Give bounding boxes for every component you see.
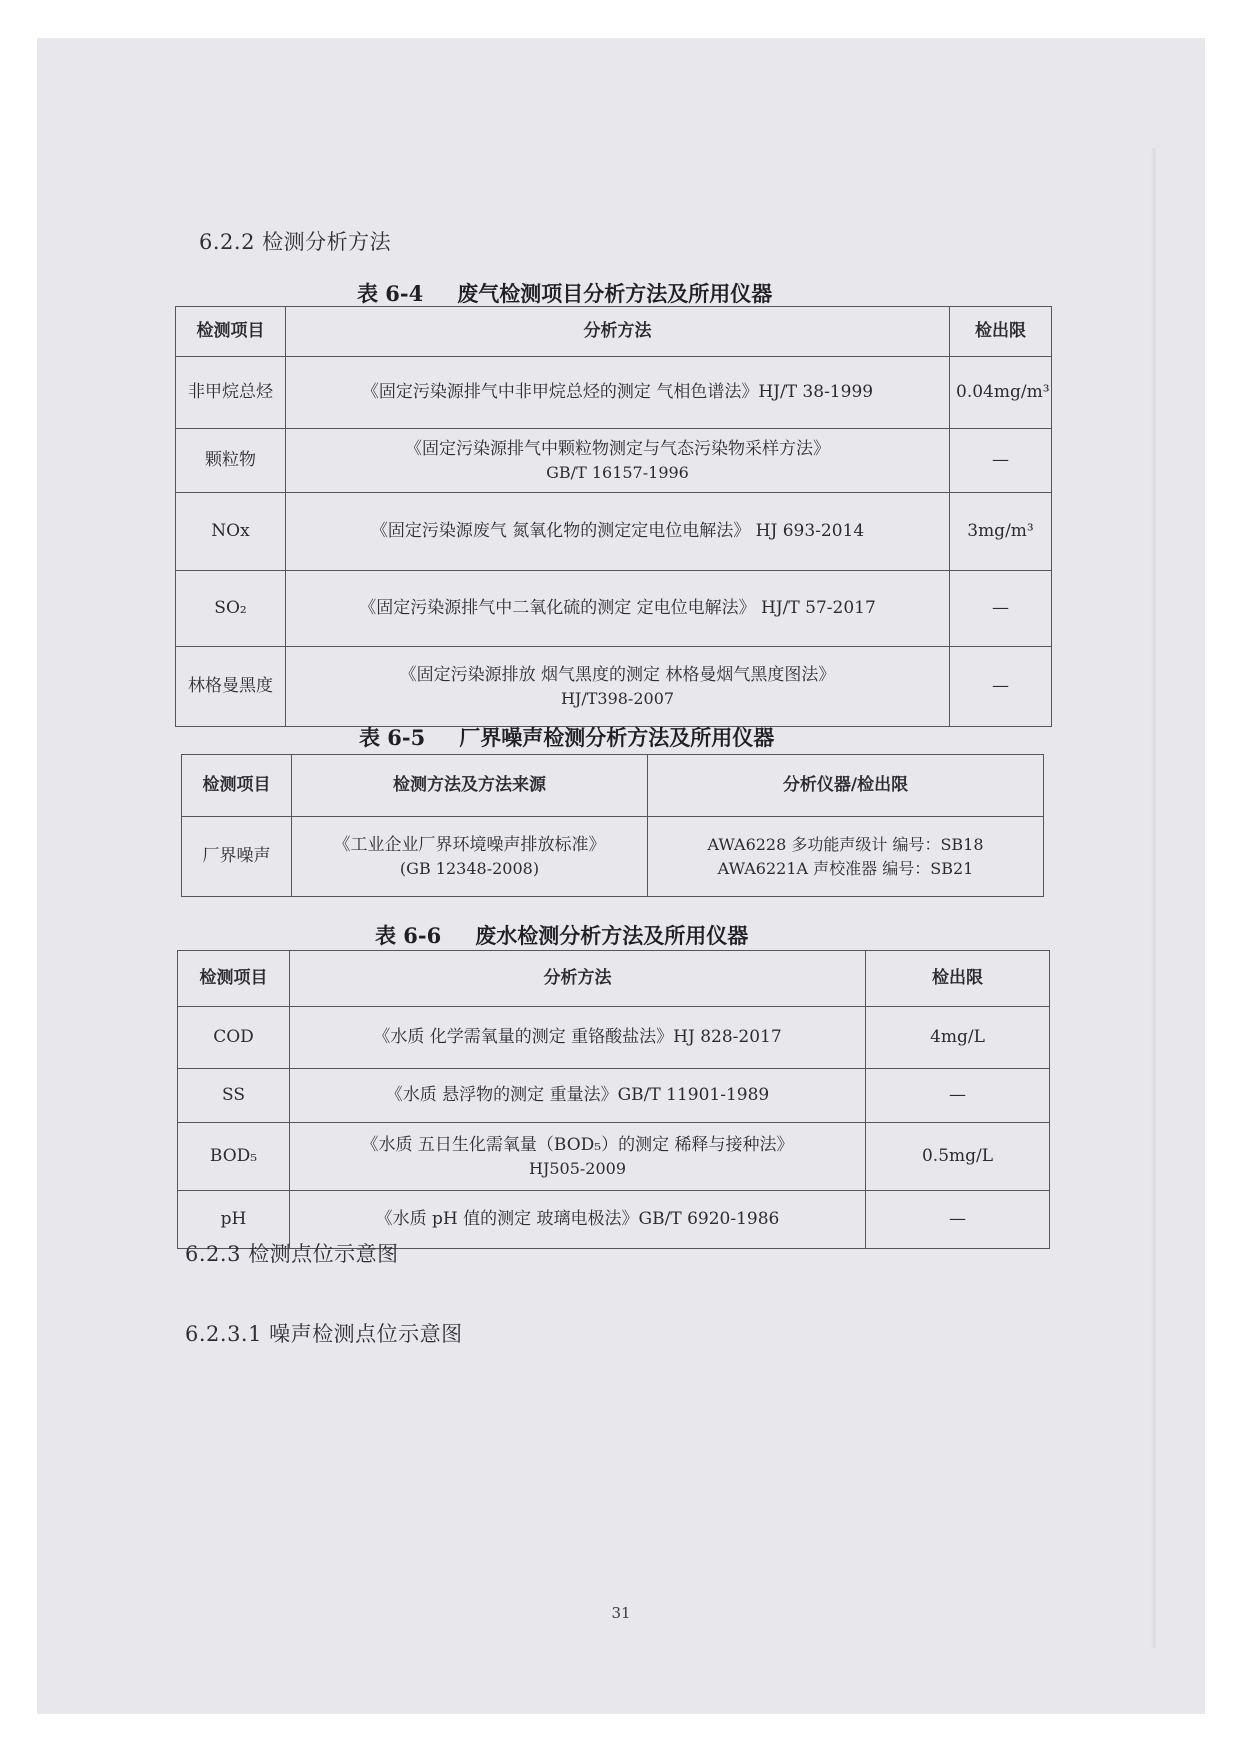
item-cell: 厂界噪声: [182, 817, 292, 897]
table-header-row: [178, 951, 1050, 1007]
header-cell: 检出限: [950, 307, 1052, 357]
table-6-5-caption: [359, 722, 774, 752]
limit-cell: 0.5mg/L: [866, 1123, 1050, 1191]
method-cell: [290, 1007, 866, 1069]
method-cell: [286, 571, 950, 647]
instrument-cell: [648, 817, 1044, 897]
table-6-6: [177, 950, 1050, 1249]
method-text: 《水质 化学需氧量的测定 重铬酸盐法》HJ 828-2017: [373, 1027, 782, 1048]
header-cell: 检测方法及方法来源: [292, 755, 648, 817]
table-row: [182, 817, 1044, 897]
item-cell: pH: [178, 1191, 290, 1249]
limit-cell: —: [950, 429, 1052, 493]
table-6-4-caption: [357, 278, 772, 308]
method-cell: [286, 493, 950, 571]
method-cell: [286, 429, 950, 493]
method-cell: [290, 1069, 866, 1123]
item-cell: SS: [178, 1069, 290, 1123]
limit-cell: —: [950, 571, 1052, 647]
limit-cell: —: [950, 647, 1052, 727]
method-ref: HJ505-2009: [528, 1159, 627, 1179]
method-cell: [286, 647, 950, 727]
section-heading-6-2-3-1: 6.2.3.1 噪声检测点位示意图: [185, 1322, 463, 1346]
limit-cell: 4mg/L: [866, 1007, 1050, 1069]
item-cell: NOx: [176, 493, 286, 571]
item-cell: SO₂: [176, 571, 286, 647]
table-header-row: [182, 755, 1044, 817]
table-6-6-title: 废水检测分析方法及所用仪器: [475, 923, 749, 948]
limit-cell: 3mg/m³: [950, 493, 1052, 571]
header-cell: 检测项目: [182, 755, 292, 817]
method-text: 《水质 五日生化需氧量（BOD₅）的测定 稀释与接种法》: [361, 1134, 794, 1155]
header-cell: 分析方法: [286, 307, 950, 357]
page-number: 31: [611, 1604, 631, 1622]
table-6-5-number: 表 6-5: [359, 725, 426, 750]
method-text: 《固定污染源排气中非甲烷总烃的测定 气相色谱法》HJ/T 38-1999: [361, 382, 874, 403]
table-row: [176, 571, 1052, 647]
document-page: [37, 38, 1205, 1714]
item-cell: 林格曼黑度: [176, 647, 286, 727]
method-ref: HJ/T398-2007: [560, 689, 675, 709]
method-text: 《固定污染源排放 烟气黑度的测定 林格曼烟气黑度图法》: [399, 664, 836, 685]
table-6-5: [181, 754, 1044, 897]
instrument-2: AWA6221A 声校准器 编号：SB21: [717, 858, 974, 878]
table-row: [176, 493, 1052, 571]
table-row: [178, 1123, 1050, 1191]
header-cell: 检测项目: [176, 307, 286, 357]
table-row: [176, 429, 1052, 493]
table-6-4: [175, 306, 1052, 727]
limit-cell: —: [866, 1069, 1050, 1123]
table-6-4-number: 表 6-4: [357, 281, 424, 306]
table-6-5-title: 厂界噪声检测分析方法及所用仪器: [459, 725, 775, 750]
header-cell: 分析方法: [290, 951, 866, 1007]
table-header-row: [176, 307, 1052, 357]
method-text: 《水质 悬浮物的测定 重量法》GB/T 11901-1989: [385, 1085, 770, 1106]
method-text: 《固定污染源排气中颗粒物测定与气态污染物采样方法》: [405, 438, 830, 459]
item-cell: COD: [178, 1007, 290, 1069]
section-heading-6-2-2: 6.2.2 检测分析方法: [199, 230, 392, 254]
method-cell: [292, 817, 648, 897]
limit-cell: 0.04mg/m³: [950, 357, 1052, 429]
method-ref: (GB 12348-2008): [399, 859, 540, 879]
method-text: 《工业企业厂界环境噪声排放标准》: [333, 834, 606, 855]
table-6-6-number: 表 6-6: [375, 923, 442, 948]
method-text: 《固定污染源排气中二氧化硫的测定 定电位电解法》 HJ/T 57-2017: [359, 598, 876, 619]
item-cell: 非甲烷总烃: [176, 357, 286, 429]
method-cell: [290, 1123, 866, 1191]
section-heading-6-2-3: 6.2.3 检测点位示意图: [185, 1242, 399, 1266]
limit-cell: —: [866, 1191, 1050, 1249]
header-cell: 检出限: [866, 951, 1050, 1007]
table-6-6-caption: [375, 920, 748, 950]
table-row: [178, 1007, 1050, 1069]
instrument-1: AWA6228 多功能声级计 编号：SB18: [707, 835, 984, 855]
item-cell: BOD₅: [178, 1123, 290, 1191]
table-row: [178, 1069, 1050, 1123]
header-cell: 检测项目: [178, 951, 290, 1007]
table-row: [176, 647, 1052, 727]
header-cell: 分析仪器/检出限: [648, 755, 1044, 817]
method-ref: GB/T 16157-1996: [546, 463, 689, 483]
method-cell: [286, 357, 950, 429]
method-text: 《固定污染源废气 氮氧化物的测定定电位电解法》 HJ 693-2014: [370, 521, 865, 542]
table-6-4-title: 废气检测项目分析方法及所用仪器: [457, 281, 773, 306]
item-cell: 颗粒物: [176, 429, 286, 493]
page-edge-shadow: [1151, 148, 1157, 1648]
method-text: 《水质 pH 值的测定 玻璃电极法》GB/T 6920-1986: [375, 1209, 780, 1230]
table-row: [176, 357, 1052, 429]
